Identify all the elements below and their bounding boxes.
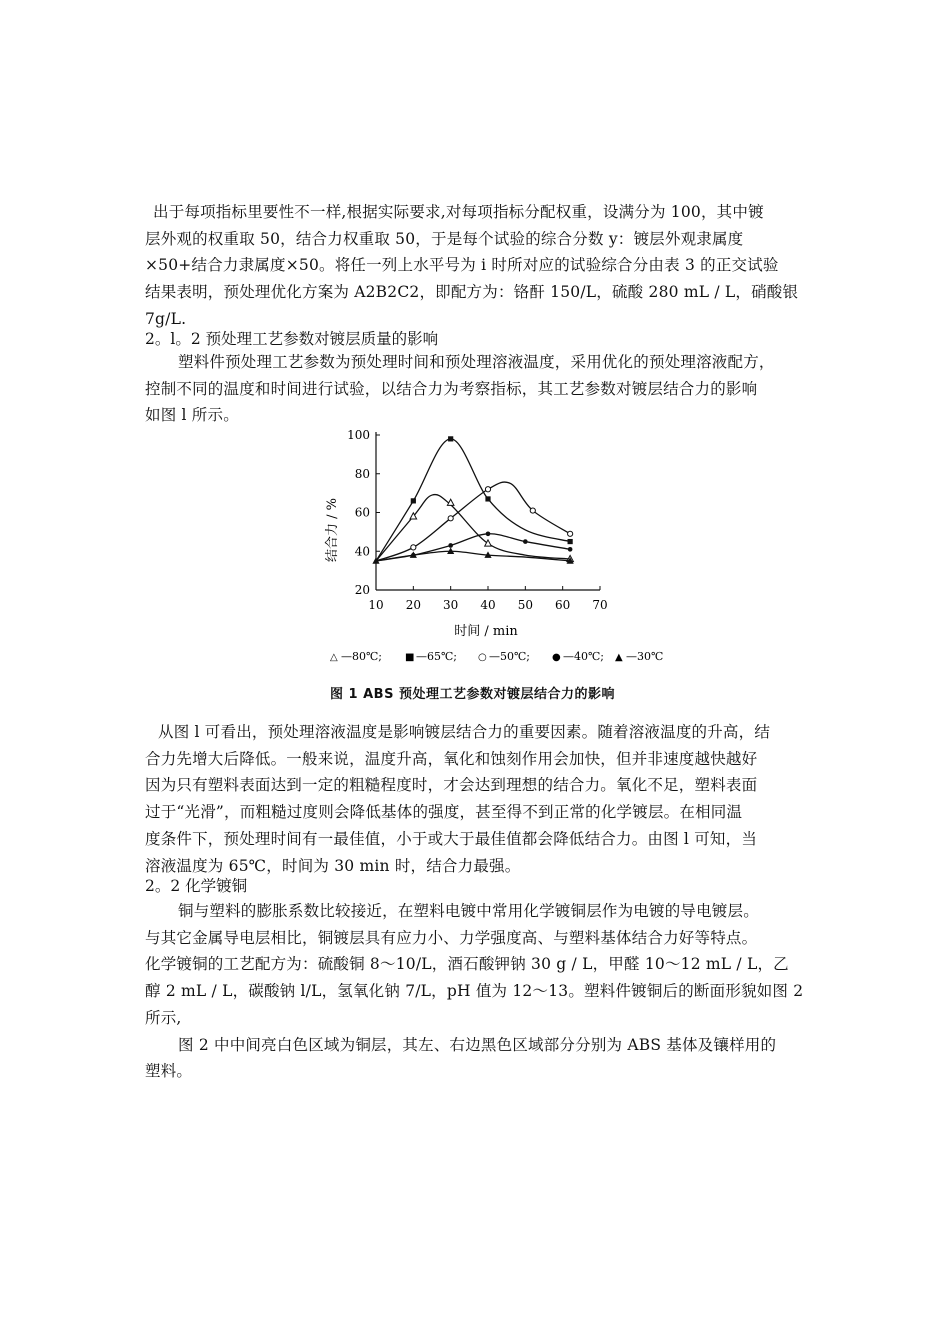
data-point bbox=[523, 539, 528, 544]
text-line: 过于“光滑”，而粗糙过度则会降低基体的强度，甚至得不到正常的化学镀层。在相同温 bbox=[145, 803, 743, 822]
legend-label: —40℃; bbox=[563, 650, 605, 663]
y-tick-label: 100 bbox=[347, 428, 370, 442]
x-tick-label: 40 bbox=[480, 598, 496, 612]
x-tick-label: 10 bbox=[368, 598, 384, 612]
legend-label: —30℃ bbox=[626, 650, 664, 663]
y-tick-label: 60 bbox=[354, 505, 370, 520]
chart-legend bbox=[330, 650, 663, 663]
data-point bbox=[568, 547, 573, 552]
x-axis-label: 时间 / min bbox=[454, 624, 518, 639]
text-line: 如图 l 所示。 bbox=[145, 406, 239, 425]
legend-marker: ● bbox=[552, 652, 561, 663]
y-tick-label: 40 bbox=[354, 544, 370, 559]
data-point bbox=[568, 539, 573, 544]
section-2-2-paragraph bbox=[145, 898, 810, 1085]
intro-paragraph bbox=[145, 199, 810, 333]
data-point bbox=[486, 532, 491, 537]
text-line: 溶液温度为 65℃，时间为 30 min 时，结合力最强。 bbox=[145, 856, 521, 875]
section-heading-2-2: 2。2 化学镀铜 bbox=[145, 877, 248, 895]
data-point bbox=[448, 543, 453, 548]
data-point bbox=[411, 545, 416, 550]
x-tick-label: 30 bbox=[443, 598, 459, 612]
x-tick-label: 70 bbox=[592, 598, 608, 612]
data-point bbox=[448, 516, 453, 521]
series-30℃ bbox=[372, 547, 573, 563]
series-line bbox=[376, 551, 570, 561]
series-line bbox=[376, 482, 570, 561]
chart-svg bbox=[310, 420, 670, 680]
text-line: 图 2 中中间亮白色区域为铜层，其左、右边黑色区域部分分别为 ABS 基体及镶样用的 bbox=[178, 1035, 777, 1054]
text-line: 7g/L. bbox=[145, 309, 187, 328]
text-line: 度条件下，预处理时间有一最佳值，小于或大于最佳值都会降低结合力。由图 l 可知，当 bbox=[145, 829, 758, 848]
text-line: 化学镀铜的工艺配方为：硫酸铜 8～10/L，酒石酸钾钠 30 g / L，甲醛 10～12 mL / L，乙 bbox=[145, 955, 789, 974]
legend-label: —65℃; bbox=[416, 650, 458, 663]
y-tick-label: 80 bbox=[354, 466, 370, 481]
text-line: 因为只有塑料表面达到一定的粗糙程度时，才会达到理想的结合力。氧化不足，塑料表面 bbox=[145, 776, 758, 795]
data-point bbox=[568, 531, 573, 536]
text-line: 铜与塑料的膨胀系数比较接近，在塑料电镀中常用化学镀铜层作为电镀的导电镀层。 bbox=[178, 902, 759, 920]
y-axis-label: 结合力 / % bbox=[325, 498, 340, 562]
chart-axes bbox=[347, 428, 608, 612]
analysis-paragraph bbox=[145, 719, 810, 879]
text-line: 醇 2 mL / L，碳酸钠 l/L，氢氧化钠 7/L，pH 值为 12～13。塑料件镀铜后的断面形貌如图 2 bbox=[145, 982, 804, 1001]
text-line: 结果表明，预处理优化方案为 A2B2C2，即配方为：铬酐 150/L，硫酸 280 mL / L，硝酸银 bbox=[145, 283, 799, 302]
text-line: 控制不同的温度和时间进行试验，以结合力为考察指标，其工艺参数对镀层结合力的影响 bbox=[145, 379, 758, 398]
series-50℃ bbox=[376, 482, 573, 561]
text-line: 层外观的权重取 50，结合力权重取 50，于是每个试验的综合分数 y：镀层外观隶属度 bbox=[145, 229, 744, 248]
x-tick-label: 20 bbox=[405, 598, 421, 612]
data-point bbox=[411, 498, 416, 503]
text-line: 合力先增大后降低。一般来说，温度升高，氧化和蚀刻作用会加快，但并非速度越快越好 bbox=[145, 749, 758, 768]
legend-marker: ▲ bbox=[615, 652, 623, 663]
text-line: 从图 l 可看出，预处理溶液温度是影响镀层结合力的重要因素。随着溶液温度的升高，结 bbox=[158, 723, 771, 741]
x-tick-label: 50 bbox=[517, 598, 533, 612]
data-point bbox=[485, 496, 490, 501]
legend-label: —50℃; bbox=[489, 650, 531, 663]
text-line: 塑料。 bbox=[145, 1062, 193, 1081]
data-point bbox=[530, 508, 535, 513]
chart-series bbox=[372, 436, 573, 563]
data-point bbox=[448, 436, 453, 441]
x-tick-label: 60 bbox=[555, 598, 571, 612]
figure-1-caption: 图 1 ABS 预处理工艺参数对镀层结合力的影响 bbox=[330, 687, 615, 702]
text-line: ×50+结合力隶属度×50。将任一列上水平号为 i 时所对应的试验综合分由表 3 的正交试验 bbox=[145, 256, 779, 275]
data-point bbox=[485, 487, 490, 492]
figure-1 bbox=[310, 420, 670, 710]
section-heading-2-1-2: 2。l。2 预处理工艺参数对镀层质量的影响 bbox=[145, 330, 439, 348]
text-line: 出于每项指标里要性不一样,根据实际要求,对每项指标分配权重，设满分为 100，其中镀 bbox=[153, 203, 764, 221]
text-line: 所示, bbox=[145, 1008, 182, 1027]
legend-marker: ■ bbox=[405, 652, 415, 663]
text-line: 塑料件预处理工艺参数为预处理时间和预处理溶液温度，采用优化的预处理溶液配方， bbox=[178, 353, 775, 371]
legend-marker: △ bbox=[330, 652, 338, 663]
text-line: 与其它金属导电层相比，铜镀层具有应力小、力学强度高、与塑料基体结合力好等特点。 bbox=[145, 928, 758, 947]
legend-marker: ○ bbox=[478, 652, 487, 663]
y-tick-label: 20 bbox=[354, 583, 370, 597]
legend-label: —80℃; bbox=[341, 650, 383, 663]
section-2-1-2-paragraph bbox=[145, 349, 810, 429]
data-point bbox=[485, 540, 492, 546]
